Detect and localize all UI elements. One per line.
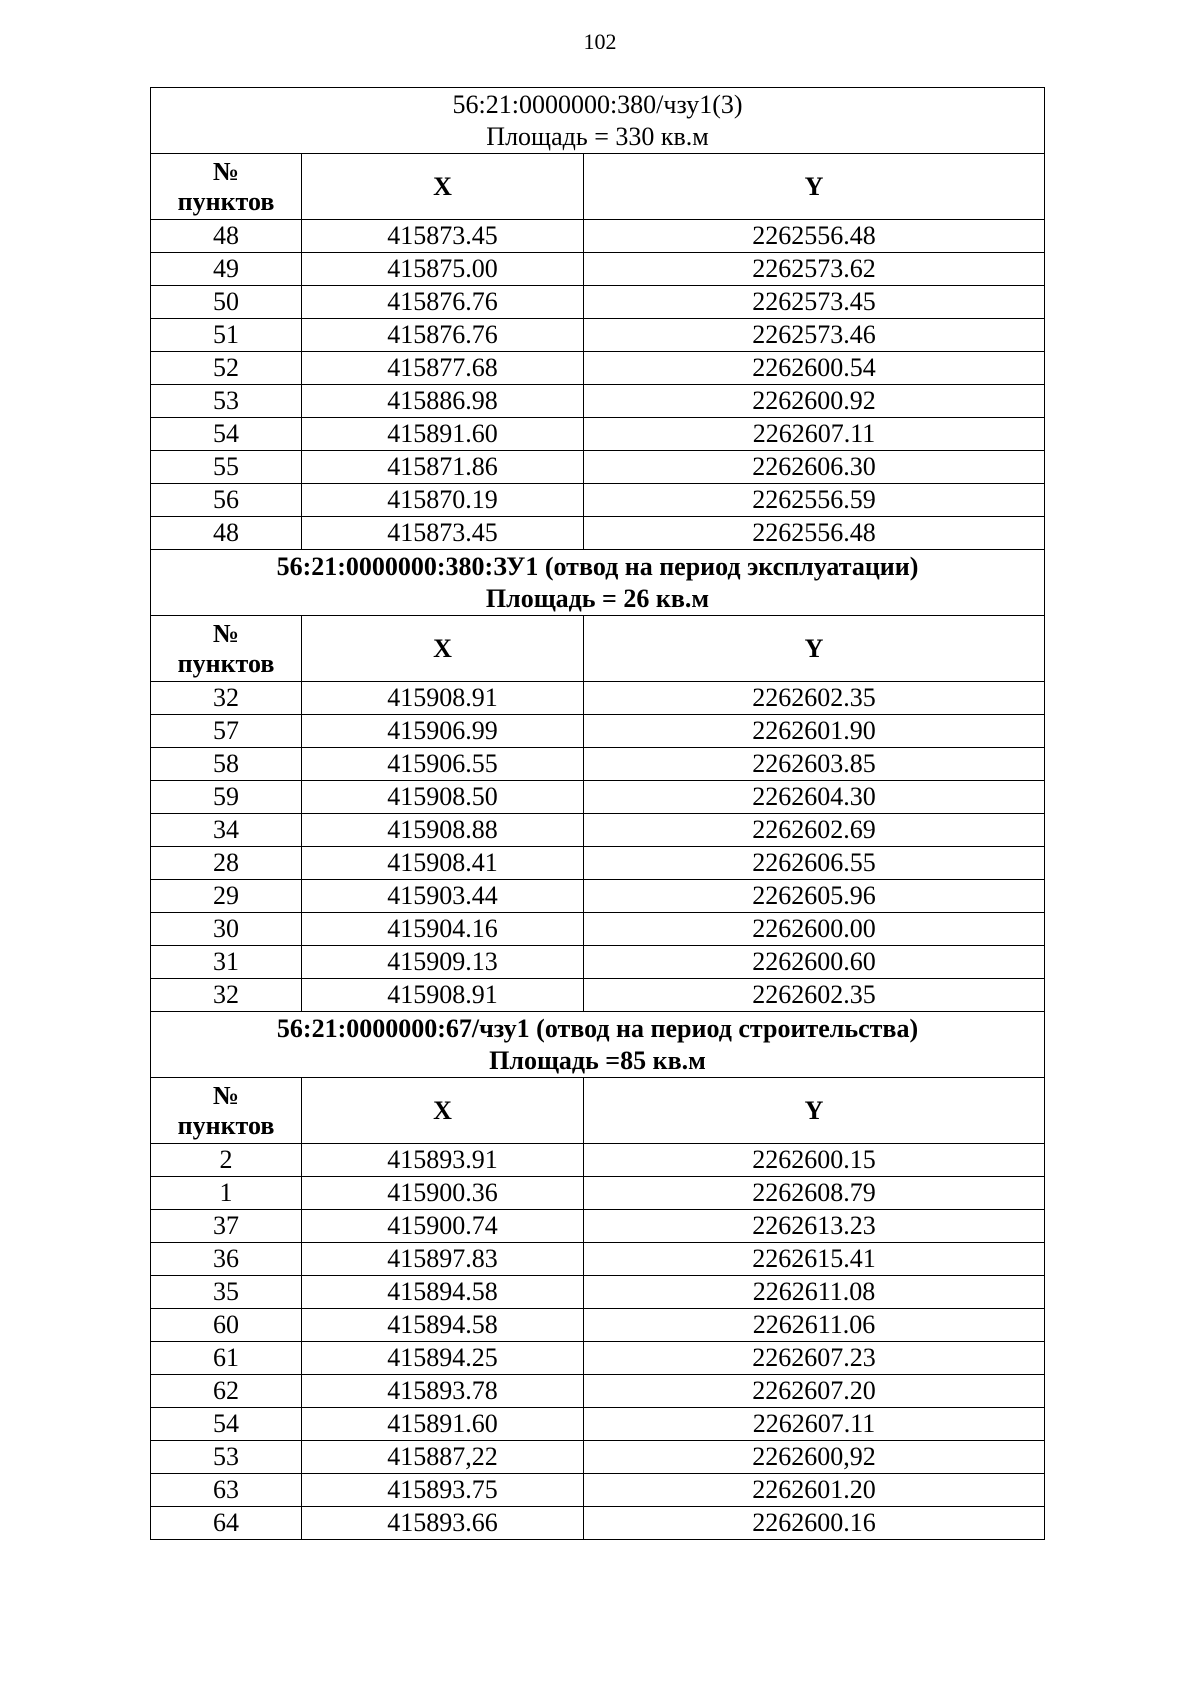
table-row xyxy=(151,946,1045,979)
table-row xyxy=(151,1177,1045,1210)
point-number-cell: 52 xyxy=(151,352,302,385)
x-coordinate-cell: 415894.25 xyxy=(302,1342,584,1375)
point-number-header: № пунктов xyxy=(151,1078,302,1144)
x-coordinate-cell: 415893.78 xyxy=(302,1375,584,1408)
coordinates-table-body xyxy=(151,88,1045,1540)
point-number-cell: 53 xyxy=(151,385,302,418)
point-number-cell: 55 xyxy=(151,451,302,484)
y-coordinate-cell: 2262608.79 xyxy=(584,1177,1045,1210)
table-row xyxy=(151,1309,1045,1342)
x-coordinate-cell: 415891.60 xyxy=(302,1408,584,1441)
x-coordinate-cell: 415876.76 xyxy=(302,286,584,319)
y-coordinate-cell: 2262573.46 xyxy=(584,319,1045,352)
point-number-cell: 58 xyxy=(151,748,302,781)
column-header-row xyxy=(151,1078,1045,1144)
table-row xyxy=(151,451,1045,484)
y-coordinate-cell: 2262600,92 xyxy=(584,1441,1045,1474)
y-coordinate-cell: 2262605.96 xyxy=(584,880,1045,913)
section-cadastral-title: 56:21:0000000:380/чзу1(3) xyxy=(452,89,743,119)
y-coordinate-cell: 2262604.30 xyxy=(584,781,1045,814)
x-coordinate-cell: 415894.58 xyxy=(302,1309,584,1342)
section-title-cell xyxy=(151,1012,1045,1078)
section-title-row xyxy=(151,1012,1045,1078)
section-title-row xyxy=(151,550,1045,616)
table-row xyxy=(151,1342,1045,1375)
x-coordinate-cell: 415871.86 xyxy=(302,451,584,484)
x-header: X xyxy=(302,154,584,220)
section-area: Площадь = 330 кв.м xyxy=(486,121,709,151)
table-row xyxy=(151,1210,1045,1243)
table-row xyxy=(151,847,1045,880)
x-header: X xyxy=(302,616,584,682)
table-row xyxy=(151,253,1045,286)
table-row xyxy=(151,880,1045,913)
y-coordinate-cell: 2262611.06 xyxy=(584,1309,1045,1342)
x-coordinate-cell: 415886.98 xyxy=(302,385,584,418)
y-coordinate-cell: 2262600.16 xyxy=(584,1507,1045,1540)
point-number-cell: 32 xyxy=(151,682,302,715)
table-row xyxy=(151,748,1045,781)
x-coordinate-cell: 415908.41 xyxy=(302,847,584,880)
point-number-cell: 37 xyxy=(151,1210,302,1243)
y-coordinate-cell: 2262600.00 xyxy=(584,913,1045,946)
y-coordinate-cell: 2262600.54 xyxy=(584,352,1045,385)
point-number-header: № пунктов xyxy=(151,616,302,682)
point-number-cell: 31 xyxy=(151,946,302,979)
y-coordinate-cell: 2262602.69 xyxy=(584,814,1045,847)
x-coordinate-cell: 415908.88 xyxy=(302,814,584,847)
table-row xyxy=(151,385,1045,418)
y-coordinate-cell: 2262600.92 xyxy=(584,385,1045,418)
y-coordinate-cell: 2262611.08 xyxy=(584,1276,1045,1309)
point-number-cell: 48 xyxy=(151,517,302,550)
table-row xyxy=(151,1375,1045,1408)
x-coordinate-cell: 415906.55 xyxy=(302,748,584,781)
y-coordinate-cell: 2262607.11 xyxy=(584,418,1045,451)
table-row xyxy=(151,913,1045,946)
x-coordinate-cell: 415897.83 xyxy=(302,1243,584,1276)
table-row xyxy=(151,319,1045,352)
x-coordinate-cell: 415877.68 xyxy=(302,352,584,385)
y-coordinate-cell: 2262615.41 xyxy=(584,1243,1045,1276)
point-number-cell: 28 xyxy=(151,847,302,880)
y-header: Y xyxy=(584,1078,1045,1144)
point-number-cell: 35 xyxy=(151,1276,302,1309)
x-coordinate-cell: 415900.36 xyxy=(302,1177,584,1210)
y-coordinate-cell: 2262613.23 xyxy=(584,1210,1045,1243)
y-coordinate-cell: 2262600.15 xyxy=(584,1144,1045,1177)
y-coordinate-cell: 2262607.23 xyxy=(584,1342,1045,1375)
section-title-cell xyxy=(151,550,1045,616)
y-coordinate-cell: 2262602.35 xyxy=(584,979,1045,1012)
point-number-cell: 63 xyxy=(151,1474,302,1507)
point-number-cell: 56 xyxy=(151,484,302,517)
column-header-row xyxy=(151,154,1045,220)
column-header-row xyxy=(151,616,1045,682)
x-coordinate-cell: 415908.91 xyxy=(302,979,584,1012)
section-area: Площадь =85 кв.м xyxy=(489,1045,706,1075)
point-number-cell: 60 xyxy=(151,1309,302,1342)
table-row xyxy=(151,1408,1045,1441)
y-coordinate-cell: 2262600.60 xyxy=(584,946,1045,979)
y-coordinate-cell: 2262607.20 xyxy=(584,1375,1045,1408)
point-number-cell: 59 xyxy=(151,781,302,814)
y-coordinate-cell: 2262602.35 xyxy=(584,682,1045,715)
x-header: X xyxy=(302,1078,584,1144)
point-number-cell: 50 xyxy=(151,286,302,319)
table-row xyxy=(151,682,1045,715)
section-area: Площадь = 26 кв.м xyxy=(485,583,710,613)
y-coordinate-cell: 2262601.20 xyxy=(584,1474,1045,1507)
table-row xyxy=(151,484,1045,517)
section-title-row xyxy=(151,88,1045,154)
x-coordinate-cell: 415887,22 xyxy=(302,1441,584,1474)
table-row xyxy=(151,1243,1045,1276)
y-coordinate-cell: 2262556.48 xyxy=(584,220,1045,253)
point-number-cell: 34 xyxy=(151,814,302,847)
point-number-header: № пунктов xyxy=(151,154,302,220)
y-coordinate-cell: 2262607.11 xyxy=(584,1408,1045,1441)
table-row xyxy=(151,1507,1045,1540)
point-number-cell: 62 xyxy=(151,1375,302,1408)
x-coordinate-cell: 415873.45 xyxy=(302,517,584,550)
y-coordinate-cell: 2262556.59 xyxy=(584,484,1045,517)
section-cadastral-title: 56:21:0000000:67/чзу1 (отвод на период строительства) xyxy=(276,1013,919,1043)
x-coordinate-cell: 415908.50 xyxy=(302,781,584,814)
table-row xyxy=(151,1474,1045,1507)
x-coordinate-cell: 415870.19 xyxy=(302,484,584,517)
y-coordinate-cell: 2262601.90 xyxy=(584,715,1045,748)
x-coordinate-cell: 415906.99 xyxy=(302,715,584,748)
point-number-cell: 57 xyxy=(151,715,302,748)
y-header: Y xyxy=(584,616,1045,682)
x-coordinate-cell: 415893.91 xyxy=(302,1144,584,1177)
point-number-cell: 54 xyxy=(151,418,302,451)
table-row xyxy=(151,1144,1045,1177)
x-coordinate-cell: 415873.45 xyxy=(302,220,584,253)
coordinates-table xyxy=(150,87,1045,1540)
point-number-cell: 36 xyxy=(151,1243,302,1276)
point-number-cell: 32 xyxy=(151,979,302,1012)
point-number-cell: 2 xyxy=(151,1144,302,1177)
point-number-cell: 51 xyxy=(151,319,302,352)
x-coordinate-cell: 415908.91 xyxy=(302,682,584,715)
table-row xyxy=(151,1276,1045,1309)
table-row xyxy=(151,781,1045,814)
table-row xyxy=(151,418,1045,451)
point-number-cell: 49 xyxy=(151,253,302,286)
table-row xyxy=(151,979,1045,1012)
table-row xyxy=(151,517,1045,550)
point-number-cell: 30 xyxy=(151,913,302,946)
table-row xyxy=(151,814,1045,847)
table-row xyxy=(151,286,1045,319)
x-coordinate-cell: 415903.44 xyxy=(302,880,584,913)
y-coordinate-cell: 2262606.30 xyxy=(584,451,1045,484)
x-coordinate-cell: 415904.16 xyxy=(302,913,584,946)
x-coordinate-cell: 415893.66 xyxy=(302,1507,584,1540)
point-number-cell: 54 xyxy=(151,1408,302,1441)
table-row xyxy=(151,715,1045,748)
y-coordinate-cell: 2262606.55 xyxy=(584,847,1045,880)
y-coordinate-cell: 2262556.48 xyxy=(584,517,1045,550)
section-cadastral-title: 56:21:0000000:380:ЗУ1 (отвод на период эксплуатации) xyxy=(276,551,919,581)
point-number-cell: 64 xyxy=(151,1507,302,1540)
point-number-cell: 53 xyxy=(151,1441,302,1474)
x-coordinate-cell: 415909.13 xyxy=(302,946,584,979)
x-coordinate-cell: 415876.76 xyxy=(302,319,584,352)
y-header: Y xyxy=(584,154,1045,220)
page-number: 102 xyxy=(583,29,617,54)
table-row xyxy=(151,352,1045,385)
x-coordinate-cell: 415893.75 xyxy=(302,1474,584,1507)
x-coordinate-cell: 415894.58 xyxy=(302,1276,584,1309)
point-number-cell: 1 xyxy=(151,1177,302,1210)
y-coordinate-cell: 2262573.45 xyxy=(584,286,1045,319)
table-row xyxy=(151,220,1045,253)
section-title-cell xyxy=(151,88,1045,154)
y-coordinate-cell: 2262603.85 xyxy=(584,748,1045,781)
table-row xyxy=(151,1441,1045,1474)
x-coordinate-cell: 415900.74 xyxy=(302,1210,584,1243)
x-coordinate-cell: 415875.00 xyxy=(302,253,584,286)
point-number-cell: 61 xyxy=(151,1342,302,1375)
point-number-cell: 29 xyxy=(151,880,302,913)
x-coordinate-cell: 415891.60 xyxy=(302,418,584,451)
point-number-cell: 48 xyxy=(151,220,302,253)
y-coordinate-cell: 2262573.62 xyxy=(584,253,1045,286)
